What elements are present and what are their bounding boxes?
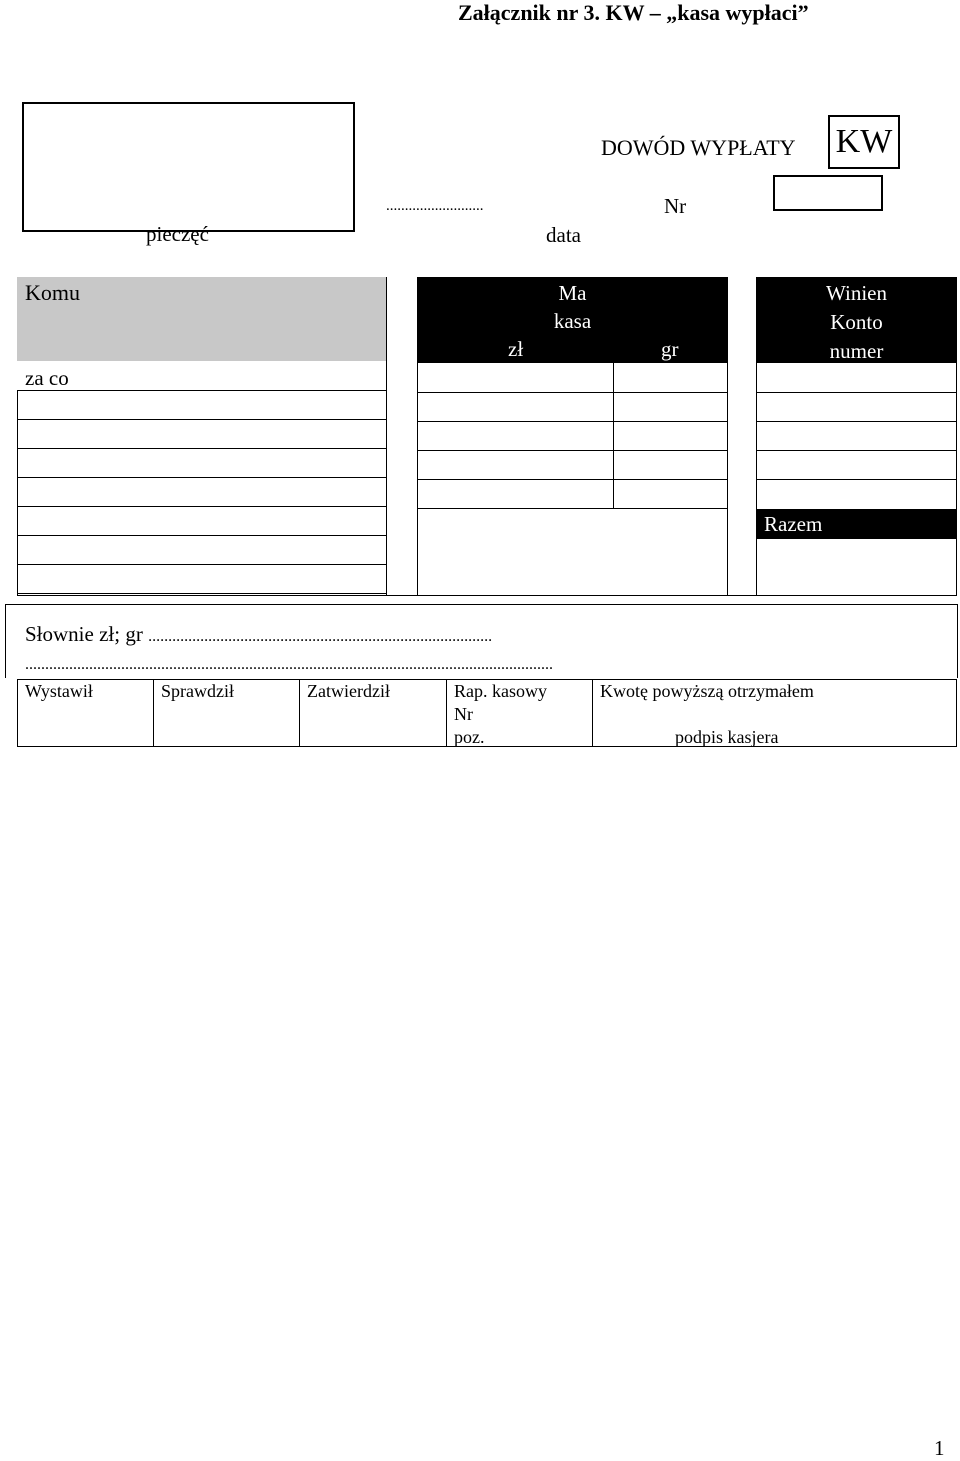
nr-label: Nr: [664, 194, 687, 218]
debit-line2: Konto: [830, 310, 883, 334]
purpose-row[interactable]: [17, 361, 387, 391]
amount-rows: [418, 363, 728, 509]
table-divider: [386, 277, 387, 595]
approved-cell[interactable]: [307, 680, 390, 746]
cash-report-line2: Nr: [454, 704, 473, 724]
gr-label: gr: [661, 337, 679, 361]
table-border-right: [956, 277, 957, 595]
document-name: DOWÓD WYPŁATY: [601, 135, 796, 160]
words-dots-2[interactable]: ....................................................................................................................................: [25, 656, 553, 673]
amount-row[interactable]: [418, 363, 728, 393]
issued-label: Wystawił: [25, 681, 93, 701]
words-dots-1[interactable]: ......................................................................................: [148, 628, 493, 645]
cell-divider: [153, 680, 154, 746]
zl-gr-divider: [613, 363, 614, 509]
table-border-left: [17, 391, 18, 595]
debit-header-text: [756, 279, 957, 366]
cash-report-cell[interactable]: [454, 680, 547, 746]
table-border-bottom: [17, 595, 957, 596]
words-border-top: [5, 604, 958, 605]
credit-header-text: [417, 279, 728, 335]
purpose-row[interactable]: [17, 391, 387, 420]
words-border-left: [5, 604, 6, 678]
approved-label: Zatwierdził: [307, 681, 390, 701]
received-cell[interactable]: [600, 680, 950, 746]
account-row[interactable]: [757, 422, 957, 451]
doc-code-box: [828, 115, 900, 169]
page-number: 1: [934, 1436, 945, 1460]
recipient-label: Komu: [25, 280, 80, 305]
checked-label: Sprawdził: [161, 681, 234, 701]
purpose-row[interactable]: [17, 536, 387, 565]
purpose-rows: [17, 361, 387, 594]
purpose-row[interactable]: [17, 565, 387, 594]
amount-in-words-label: [25, 622, 492, 647]
zl-label: zł: [508, 337, 524, 361]
amount-row[interactable]: [418, 422, 728, 451]
account-rows: [757, 363, 957, 480]
debit-line1: Winien: [826, 281, 887, 305]
stamp-label: pieczęć: [146, 222, 209, 246]
date-dots: ..........................: [386, 198, 484, 214]
cash-report-line1: Rap. kasowy: [454, 681, 547, 701]
issued-cell[interactable]: [25, 680, 93, 746]
account-row[interactable]: [757, 451, 957, 480]
words-border-right: [957, 604, 958, 678]
purpose-row[interactable]: [17, 478, 387, 507]
cash-report-line3: poz.: [454, 727, 485, 747]
amount-row[interactable]: [418, 451, 728, 480]
checked-cell[interactable]: [161, 680, 234, 746]
received-label: Kwotę powyższą otrzymałem: [600, 681, 814, 701]
cell-divider: [592, 680, 593, 746]
date-label: data: [546, 223, 581, 247]
cashier-sign-label: podpis kasjera: [675, 727, 779, 747]
words-label: Słownie zł; gr: [25, 622, 143, 646]
amount-row[interactable]: [418, 480, 728, 509]
purpose-row[interactable]: [17, 507, 387, 536]
amount-row[interactable]: [418, 393, 728, 422]
purpose-row[interactable]: [17, 449, 387, 478]
purpose-label: za co: [25, 366, 69, 390]
credit-line2: kasa: [553, 309, 592, 333]
stamp-box: [22, 102, 355, 232]
doc-code: KW: [835, 123, 893, 160]
cell-divider: [299, 680, 300, 746]
total-label: Razem: [764, 512, 823, 536]
signature-table: [17, 679, 957, 747]
page-title: Załącznik nr 3. KW – „kasa wypłaci”: [458, 0, 809, 25]
cell-divider: [446, 680, 447, 746]
account-row[interactable]: [757, 393, 957, 422]
debit-line3: numer: [829, 339, 884, 363]
purpose-row[interactable]: [17, 420, 387, 449]
credit-line1: Ma: [558, 281, 587, 305]
account-row[interactable]: [757, 363, 957, 393]
number-field[interactable]: [773, 175, 883, 211]
table-divider: [727, 277, 728, 595]
